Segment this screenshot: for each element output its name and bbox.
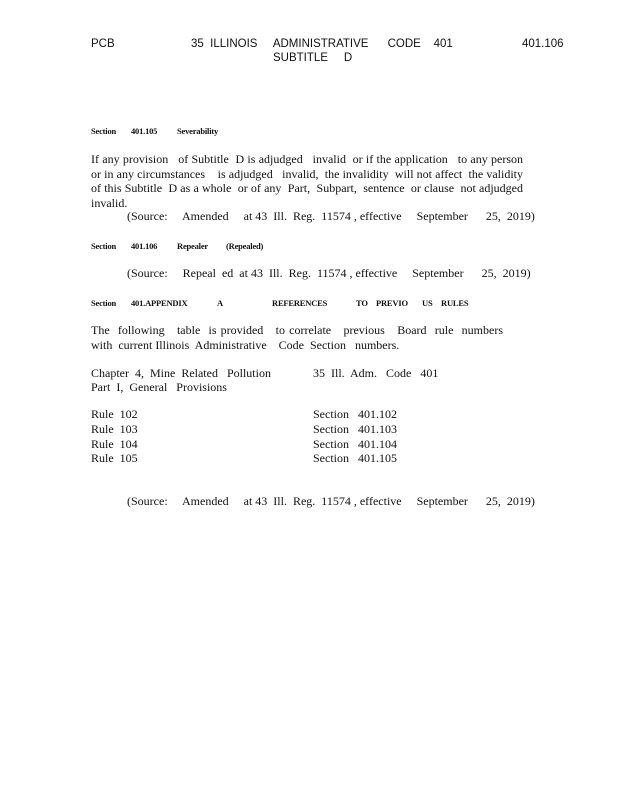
table-row: [91, 407, 531, 422]
table-head-part: Part I, General Provisions: [91, 380, 227, 394]
appendix-intro-text: The following table is provided to correlate previous Board rule numbers with current Illinois Administrative Code Section numbers.: [91, 323, 512, 352]
table-row: [91, 437, 531, 452]
section-401-105-body: If any provision of Subtitle D is adjudged invalid or if the application to any person or in any circumstances is adjudged invalid, the invalidity will not affect the validity of this Subtitle D as a whole or of any Part, Subpart, sentence or clause not adjudged invalid.: [91, 152, 529, 210]
appendix-title-word: TO: [356, 298, 368, 308]
header-subtitle: SUBTITLE D: [273, 52, 353, 64]
section-title: Severability: [177, 126, 219, 136]
header-agency: PCB: [91, 38, 115, 50]
old-rule-number: Rule 105: [91, 451, 138, 465]
appendix-letter: A: [217, 298, 223, 308]
appendix-title-word: PREVIO: [376, 298, 408, 308]
table-head-chapter: Chapter 4, Mine Related Pollution: [91, 366, 271, 380]
old-rule-number: Rule 104: [91, 437, 138, 451]
new-section-number: Section 401.102: [313, 407, 397, 421]
section-number: 401.106: [131, 241, 158, 251]
table-head-code: 35 Ill. Adm. Code 401: [313, 366, 439, 380]
section-401-105-source-note: (Source: Amended at 43 Ill. Reg. 11574 , effective September 25, 2019): [127, 209, 535, 223]
old-rule-number: Rule 103: [91, 422, 138, 436]
appendix-title-word: REFERENCES: [272, 298, 328, 308]
appendix-title-word: RULES: [441, 298, 469, 308]
appendix-source-note: (Source: Amended at 43 Ill. Reg. 11574 , effective September 25, 2019): [127, 494, 535, 508]
header-section-number: 401.106: [522, 38, 564, 50]
section-label: Section: [91, 126, 117, 136]
new-section-number: Section 401.105: [313, 451, 397, 465]
new-section-number: Section 401.103: [313, 422, 397, 436]
section-label: Section: [91, 241, 117, 251]
section-401-106-source-note: (Source: Repeal ed at 43 Ill. Reg. 11574 , effective September 25, 2019): [127, 266, 531, 280]
table-row: [91, 451, 531, 466]
new-section-number: Section 401.104: [313, 437, 397, 451]
section-status: (Repealed): [226, 241, 264, 251]
table-row: [91, 422, 531, 437]
section-number: 401.105: [131, 126, 158, 136]
appendix-number: 401.APPENDIX: [131, 298, 188, 308]
header-title: 35 ILLINOIS ADMINISTRATIVE CODE 401: [191, 38, 453, 50]
section-title: Repealer: [177, 241, 208, 251]
old-rule-number: Rule 102: [91, 407, 138, 421]
appendix-title-word: US: [422, 298, 433, 308]
section-label: Section: [91, 298, 117, 308]
